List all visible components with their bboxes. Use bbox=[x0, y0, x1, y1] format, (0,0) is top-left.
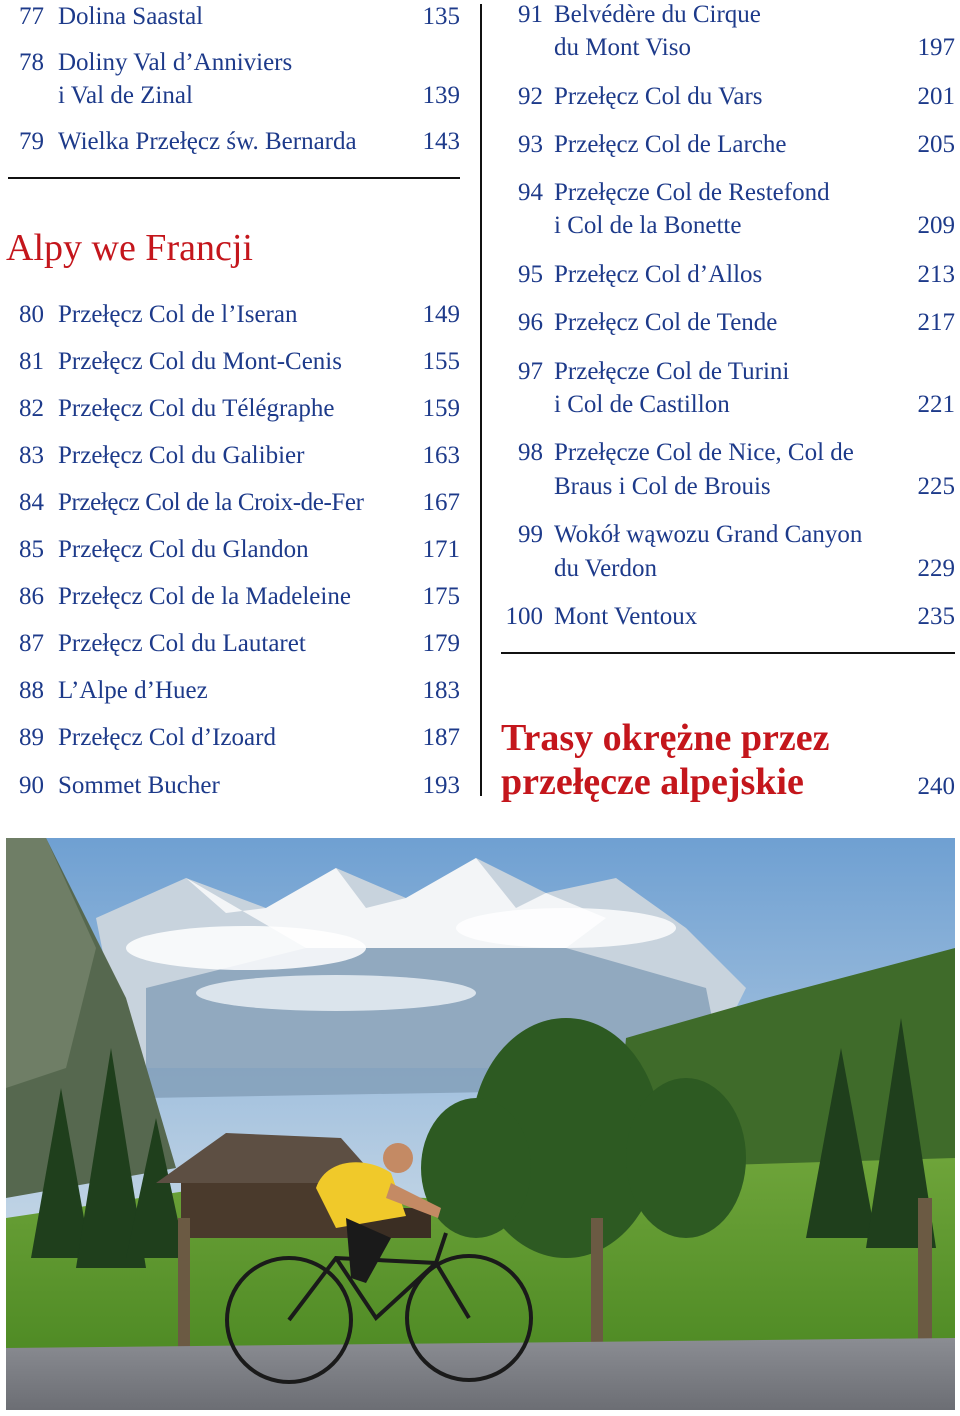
entry-number: 80 bbox=[19, 301, 44, 328]
entry-page: 179 bbox=[422, 630, 460, 657]
entry-number: 95 bbox=[518, 261, 543, 288]
entry-page: 187 bbox=[422, 724, 460, 751]
toc-right-column bbox=[493, 0, 955, 810]
entry-number: 83 bbox=[19, 442, 44, 469]
entry-page: 193 bbox=[422, 772, 460, 799]
entry-title: Przełęcz Col d’Allos bbox=[554, 261, 763, 288]
column-divider bbox=[480, 4, 482, 796]
entry-title: Przełęcz Col de la Madeleine bbox=[58, 583, 351, 610]
entry-page: 221 bbox=[917, 391, 955, 418]
entry-title-line2: i Col de Castillon bbox=[554, 391, 730, 418]
entry-number: 82 bbox=[19, 395, 44, 422]
entry-number: 92 bbox=[518, 83, 543, 110]
entry-number: 77 bbox=[19, 3, 44, 30]
entry-number: 94 bbox=[518, 179, 543, 206]
entry-title: Mont Ventoux bbox=[554, 603, 698, 630]
entry-page: 205 bbox=[917, 131, 955, 158]
entry-page: 135 bbox=[422, 3, 460, 30]
entry-title: Przełęcz Col du Lautaret bbox=[58, 630, 306, 657]
entry-page: 197 bbox=[917, 34, 955, 61]
entry-number: 85 bbox=[19, 536, 44, 563]
entry-title: Przełęcze Col de Restefond bbox=[554, 179, 830, 206]
entry-page: 183 bbox=[422, 677, 460, 704]
entry-number: 78 bbox=[19, 49, 44, 76]
entry-title-line2: du Verdon bbox=[554, 555, 658, 582]
entry-number: 91 bbox=[518, 1, 543, 28]
entry-number: 96 bbox=[518, 309, 543, 336]
entry-page: 163 bbox=[422, 442, 460, 469]
entry-number: 99 bbox=[518, 521, 543, 548]
entry-title: Przełęcze Col de Nice, Col de bbox=[554, 439, 854, 466]
section-divider bbox=[8, 177, 460, 179]
entry-title: Przełęcze Col de Turini bbox=[554, 358, 790, 385]
closing-section-page: 240 bbox=[917, 773, 955, 800]
entry-title: Dolina Saastal bbox=[58, 3, 204, 30]
entry-page: 149 bbox=[422, 301, 460, 328]
entry-title: Wokół wąwozu Grand Canyon bbox=[554, 521, 863, 548]
entry-number: 89 bbox=[19, 724, 44, 751]
entry-title: Przełęcz Col de Tende bbox=[554, 309, 778, 336]
entry-title: Przełęcz Col du Galibier bbox=[58, 442, 305, 469]
entry-number: 88 bbox=[19, 677, 44, 704]
entry-page: 155 bbox=[422, 348, 460, 375]
entry-number: 87 bbox=[19, 630, 44, 657]
entry-page: 213 bbox=[917, 261, 955, 288]
entry-number: 81 bbox=[19, 348, 44, 375]
entry-page: 217 bbox=[917, 309, 955, 336]
entry-page: 175 bbox=[422, 583, 460, 610]
entry-page: 167 bbox=[422, 489, 460, 516]
closing-title-line2: przełęcze alpejskie bbox=[501, 761, 804, 803]
entry-number: 93 bbox=[518, 131, 543, 158]
toc-left-column bbox=[8, 0, 460, 810]
section-divider bbox=[501, 652, 955, 654]
entry-title: Sommet Bucher bbox=[58, 772, 220, 799]
entry-page: 143 bbox=[422, 128, 460, 155]
section-title: Alpy we Francji bbox=[6, 227, 253, 269]
entry-number: 79 bbox=[19, 128, 44, 155]
entry-number: 90 bbox=[19, 772, 44, 799]
entry-number: 86 bbox=[19, 583, 44, 610]
closing-section-title[interactable] bbox=[501, 716, 830, 804]
entry-number: 100 bbox=[505, 603, 543, 630]
entry-title: Przełęcz Col du Mont-Cenis bbox=[58, 348, 342, 375]
entry-title-line2: du Mont Viso bbox=[554, 34, 691, 61]
entry-page: 225 bbox=[917, 473, 955, 500]
entry-page: 139 bbox=[422, 82, 460, 109]
entry-title: Doliny Val d’Anniviers bbox=[58, 49, 293, 76]
entry-page: 201 bbox=[917, 83, 955, 110]
closing-title-line1: Trasy okrężne przez bbox=[501, 717, 830, 759]
entry-title-line2: i Col de la Bonette bbox=[554, 212, 742, 239]
entry-title: Przełęcz Col du Vars bbox=[554, 83, 763, 110]
entry-page: 229 bbox=[917, 555, 955, 582]
entry-title: Wielka Przełęcz św. Bernarda bbox=[58, 128, 357, 155]
entry-title: Przełęcz Col de l’Iseran bbox=[58, 301, 298, 328]
entry-page: 159 bbox=[422, 395, 460, 422]
entry-page: 209 bbox=[917, 212, 955, 239]
entry-title: Przełęcz Col d’Izoard bbox=[58, 724, 276, 751]
entry-number: 97 bbox=[518, 358, 543, 385]
entry-number: 98 bbox=[518, 439, 543, 466]
entry-number: 84 bbox=[19, 489, 44, 516]
cyclist-alpine-photo bbox=[6, 838, 955, 1410]
entry-title: Belvédère du Cirque bbox=[554, 1, 761, 28]
entry-page: 171 bbox=[422, 536, 460, 563]
entry-title: Przełęcz Col du Glandon bbox=[58, 536, 309, 563]
entry-title: Przełęcz Col de Larche bbox=[554, 131, 787, 158]
entry-title-line2: Braus i Col de Brouis bbox=[554, 473, 771, 500]
entry-title: L’Alpe d’Huez bbox=[58, 677, 208, 704]
entry-page: 235 bbox=[917, 603, 955, 630]
entry-title: Przełęcz Col du Télégraphe bbox=[58, 395, 335, 422]
entry-title-line2: i Val de Zinal bbox=[58, 82, 193, 109]
entry-title: Przełęcz Col de la Croix-de-Fer bbox=[58, 489, 364, 516]
